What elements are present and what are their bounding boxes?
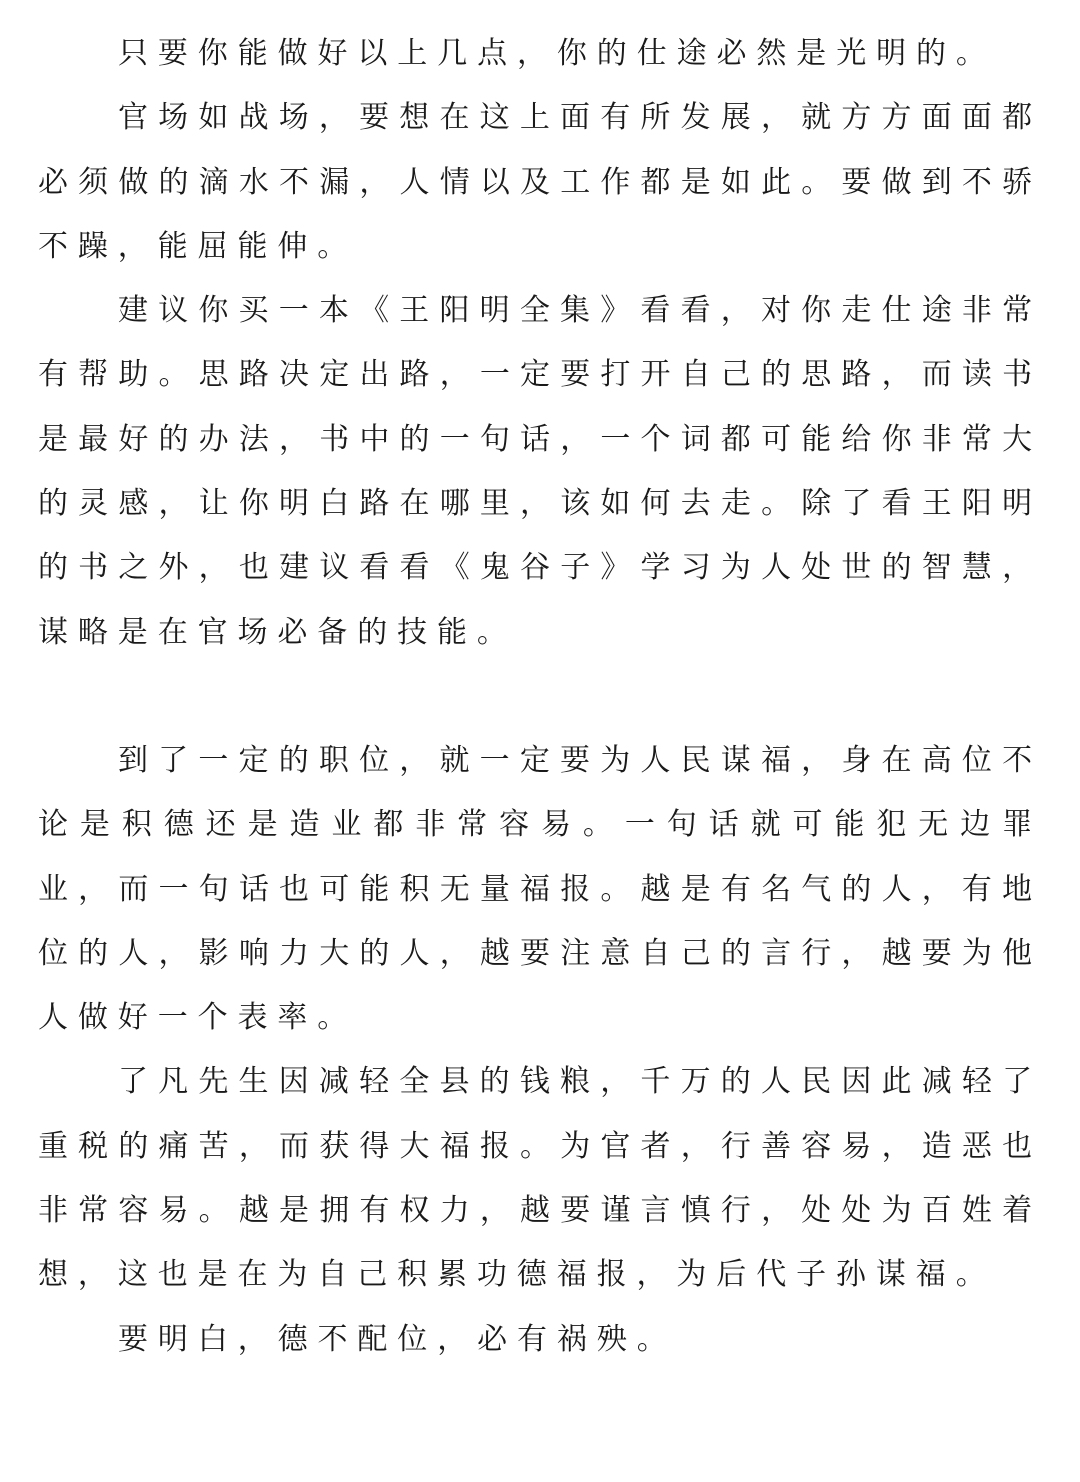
paragraph-5: 了凡先生因减轻全县的钱粮，千万的人民因此减轻了重税的痛苦，而获得大福报。为官者，行善容易，造恶也非常容易。越是拥有权力，越要谨言慎行，处处为百姓着想，这也是在为自己积累功德福报，为后代子孙谋福。 [38, 1064, 1042, 1293]
article-body [38, 22, 1042, 1372]
paragraph-6: 要明白，德不配位，必有祸殃。 [118, 1321, 677, 1357]
paragraph-4: 到了一定的职位，就一定要为人民谋福，身在高位不论是积德还是造业都非常容易。一句话就可能犯无边罪业，而一句话也可能积无量福报。越是有名气的人，有地位的人，影响力大的人，越要注意自己的言行，越要为他人做好一个表率。 [38, 742, 1042, 1036]
section-spacer [38, 665, 1042, 729]
paragraph-3: 建议你买一本《王阳明全集》看看，对你走仕途非常有帮助。思路决定出路，一定要打开自己的思路，而读书是最好的办法，书中的一句话，一个词都可能给你非常大的灵感，让你明白路在哪里，该如何去走。除了看王阳明的书之外，也建议看看《鬼谷子》学习为人处世的智慧，谋略是在官场必备的技能。 [38, 293, 1042, 650]
paragraph-1: 只要你能做好以上几点，你的仕途必然是光明的。 [118, 36, 996, 71]
paragraph-2: 官场如战场，要想在这上面有所发展，就方方面面都必须做的滴水不漏，人情以及工作都是如此。要做到不骄不躁，能屈能伸。 [38, 100, 1042, 264]
